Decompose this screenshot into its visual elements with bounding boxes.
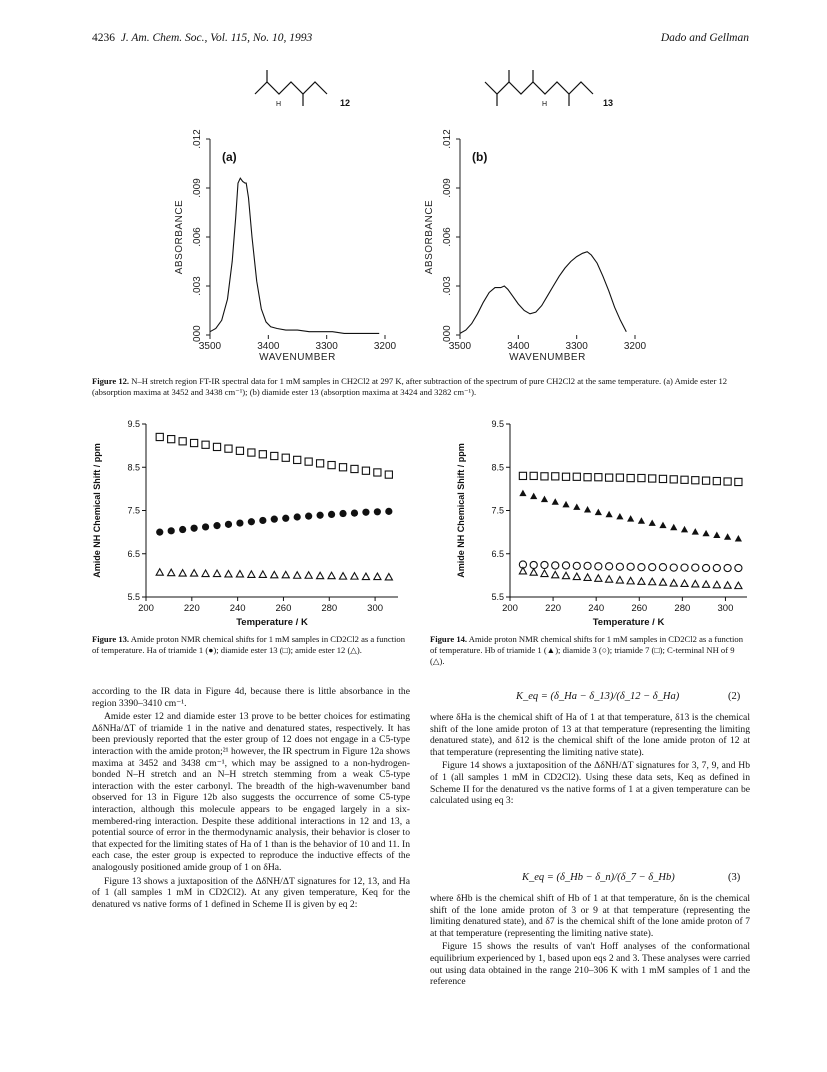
data-point-12 bbox=[236, 570, 243, 576]
y-tick-label: 6.5 bbox=[127, 548, 140, 559]
x-tick-label: 3300 bbox=[565, 341, 588, 352]
data-point-1 bbox=[305, 513, 312, 520]
data-point-7 bbox=[627, 474, 634, 481]
x-tick-label: 240 bbox=[229, 603, 246, 614]
data-point-1 bbox=[649, 519, 656, 525]
data-point-7 bbox=[670, 476, 677, 483]
x-axis-label: Temperature / K bbox=[236, 617, 308, 628]
data-point-13 bbox=[156, 433, 163, 440]
data-point-1 bbox=[627, 515, 634, 521]
y-tick-label: .003 bbox=[442, 276, 453, 296]
paragraph: Amide ester 12 and diamide ester 13 prove to be better choices for estimating ΔδNHa/ΔT of triamide 1 in the native and denatured states, respectively. It has been previously reported that the ester group of 12 does not engage in a C5-type interaction with the amide proton;²¹ however, the IR spectrum in Figure 12a shows maxima at 3452 and 3438 cm⁻¹, which may be assigned to a non-hydrogen-bonded N–H stretch and an N–H stretch stemming from a weak C5-type interaction with the ester carbonyl. The breadth of the high-wavenumber band observed for 13 in Figure 12b also suggests the occurrence of some C5-type interaction, although this molecule appears to be engaged largely in a six-membered-ring interaction. Despite these additional interactions in 12 and 13, a potential source of error in the thermodynamic analysis, their behavior is closer to that expected for the limiting states of Ha of 1 than is the behavior of 10 and 11. In each case, the ester group is expected to reproduce the inductive effects of the analogously positioned amide group of 1 on δHa. bbox=[92, 711, 410, 873]
data-point-13 bbox=[236, 447, 243, 454]
data-point-13 bbox=[213, 443, 220, 450]
data-point-1 bbox=[328, 511, 335, 518]
data-point-3 bbox=[530, 561, 537, 568]
y-tick-label: 6.5 bbox=[491, 548, 504, 559]
data-point-12 bbox=[202, 570, 209, 576]
panel-label: (a) bbox=[222, 150, 237, 164]
data-point-9 bbox=[681, 580, 688, 586]
y-tick-label: 8.5 bbox=[127, 462, 140, 473]
data-point-7 bbox=[638, 474, 645, 481]
data-point-13 bbox=[317, 460, 324, 467]
data-point-1 bbox=[179, 526, 186, 533]
data-point-13 bbox=[259, 451, 266, 458]
data-point-1 bbox=[616, 513, 623, 519]
data-point-1 bbox=[541, 496, 548, 502]
spectrum-line-12 bbox=[210, 178, 379, 333]
data-point-1 bbox=[236, 519, 243, 526]
data-point-9 bbox=[670, 580, 677, 586]
paragraph: Figure 13 shows a juxtaposition of the ΔδNH/ΔT signatures for 12, 13, and Ha of 1 (all samples 1 mM in CD2Cl2). At any given temperature, Keq for the denatured vs native forms of 1 defined in Scheme II is given by eq 2: bbox=[92, 875, 410, 910]
data-point-1 bbox=[271, 516, 278, 523]
structure-bonds bbox=[485, 82, 593, 94]
data-point-7 bbox=[713, 477, 720, 484]
data-point-9 bbox=[649, 578, 656, 584]
data-point-3 bbox=[552, 562, 559, 569]
data-point-3 bbox=[627, 563, 634, 570]
x-axis-label: Temperature / K bbox=[592, 617, 665, 628]
data-point-12 bbox=[248, 571, 255, 577]
data-point-1 bbox=[248, 518, 255, 525]
data-point-12 bbox=[191, 570, 198, 576]
x-tick-label: 260 bbox=[275, 603, 292, 614]
data-point-3 bbox=[735, 564, 742, 571]
equation-3: K_eq = (δ_Hb − δ_n)/(δ_7 − δ_Hb) bbox=[522, 872, 675, 883]
data-point-7 bbox=[552, 473, 559, 480]
data-point-1 bbox=[670, 524, 677, 530]
y-axis-label: ABSORBANCE bbox=[424, 199, 435, 275]
figure-13-label: Figure 13. bbox=[92, 634, 130, 644]
data-point-13 bbox=[282, 454, 289, 461]
data-point-13 bbox=[225, 445, 232, 452]
y-tick-label: 8.5 bbox=[491, 462, 504, 473]
data-point-1 bbox=[713, 532, 720, 538]
y-tick-label: .012 bbox=[192, 129, 203, 149]
data-point-13 bbox=[305, 458, 312, 465]
figure-14-label: Figure 14. bbox=[430, 634, 468, 644]
data-point-7 bbox=[724, 478, 731, 485]
figure-12-caption bbox=[92, 376, 750, 398]
data-point-9 bbox=[659, 579, 666, 585]
data-point-7 bbox=[595, 474, 602, 481]
data-point-9 bbox=[595, 575, 602, 581]
data-point-12 bbox=[168, 569, 175, 575]
paragraph: Figure 14 shows a juxtaposition of the ΔδNH/ΔT signatures for 3, 7, 9, and Hb of 1 (all samples 1 mM in CD2Cl2). Using these data sets, Keq as defined in Scheme II for the denatured vs the native forms of 1 at a given temperature can be calculated using eq 3: bbox=[430, 760, 750, 807]
atom-h-label: H bbox=[276, 101, 282, 108]
y-tick-label: 7.5 bbox=[491, 505, 504, 516]
data-point-3 bbox=[713, 564, 720, 571]
y-tick-label: .006 bbox=[442, 227, 453, 247]
data-point-12 bbox=[271, 571, 278, 577]
data-point-3 bbox=[692, 564, 699, 571]
data-point-1 bbox=[638, 517, 645, 523]
y-tick-label: 5.5 bbox=[491, 592, 504, 602]
y-tick-label: 5.5 bbox=[127, 592, 140, 602]
data-point-12 bbox=[259, 571, 266, 577]
x-tick-label: 280 bbox=[321, 603, 338, 614]
y-tick-label: .012 bbox=[442, 129, 453, 149]
data-point-1 bbox=[225, 521, 232, 528]
data-point-7 bbox=[702, 477, 709, 484]
data-point-1 bbox=[317, 512, 324, 519]
data-point-1 bbox=[692, 528, 699, 534]
equation-3-number: (3) bbox=[728, 872, 741, 883]
figure-12-label: Figure 12. bbox=[92, 376, 130, 386]
data-point-12 bbox=[374, 573, 381, 579]
x-tick-label: 240 bbox=[588, 603, 605, 614]
paragraph: Figure 15 shows the results of van't Hoff analyses of the conformational equilibrium experienced by 1, based upon eqs 2 and 3. These analyses were carried out using data obtained in the range 210–306 K with 1 mM samples of 1 and the reference bbox=[430, 941, 750, 988]
data-point-9 bbox=[638, 578, 645, 584]
x-tick-label: 300 bbox=[717, 603, 734, 614]
data-point-13 bbox=[202, 441, 209, 448]
data-point-1 bbox=[724, 533, 731, 539]
data-point-1 bbox=[562, 501, 569, 507]
x-axis-label: WAVENUMBER bbox=[259, 352, 336, 363]
data-point-9 bbox=[702, 581, 709, 587]
data-point-9 bbox=[606, 576, 613, 582]
data-point-1 bbox=[351, 509, 358, 516]
data-point-7 bbox=[681, 476, 688, 483]
data-point-3 bbox=[616, 563, 623, 570]
data-point-12 bbox=[179, 570, 186, 576]
data-point-12 bbox=[317, 572, 324, 578]
structure-bonds bbox=[255, 82, 327, 94]
data-point-1 bbox=[213, 522, 220, 529]
data-point-7 bbox=[573, 473, 580, 480]
data-point-1 bbox=[659, 522, 666, 528]
y-axis-label: ABSORBANCE bbox=[174, 199, 185, 275]
data-point-13 bbox=[328, 461, 335, 468]
y-tick-label: .009 bbox=[192, 178, 203, 198]
x-tick-label: 300 bbox=[367, 603, 384, 614]
figure-13-caption bbox=[92, 634, 410, 656]
x-axis-label: WAVENUMBER bbox=[509, 352, 586, 363]
data-point-1 bbox=[374, 508, 381, 515]
data-point-1 bbox=[385, 508, 392, 515]
y-tick-label: .006 bbox=[192, 227, 203, 247]
panel-label: (b) bbox=[472, 150, 488, 164]
data-point-12 bbox=[362, 573, 369, 579]
data-point-3 bbox=[670, 564, 677, 571]
x-tick-label: 220 bbox=[183, 603, 200, 614]
x-tick-label: 3300 bbox=[315, 341, 338, 352]
x-tick-label: 3400 bbox=[507, 341, 530, 352]
data-point-3 bbox=[562, 562, 569, 569]
data-point-3 bbox=[681, 564, 688, 571]
data-point-13 bbox=[191, 439, 198, 446]
data-point-12 bbox=[225, 570, 232, 576]
equation-2: K_eq = (δ_Ha − δ_13)/(δ_12 − δ_Ha) bbox=[516, 691, 680, 702]
data-point-7 bbox=[616, 474, 623, 481]
data-point-7 bbox=[562, 473, 569, 480]
data-point-1 bbox=[702, 530, 709, 536]
data-point-7 bbox=[659, 475, 666, 482]
data-point-1 bbox=[191, 525, 198, 532]
y-tick-label: 7.5 bbox=[127, 505, 140, 516]
y-tick-label: .000 bbox=[192, 325, 203, 345]
data-point-7 bbox=[606, 474, 613, 481]
page-number: 4236 bbox=[92, 32, 115, 44]
data-point-7 bbox=[649, 475, 656, 482]
figure-14-nmr-plot bbox=[452, 414, 757, 632]
data-point-7 bbox=[541, 473, 548, 480]
figure-14-caption bbox=[430, 634, 750, 667]
data-point-12 bbox=[328, 572, 335, 578]
equation-2-number: (2) bbox=[728, 691, 741, 702]
y-tick-label: .003 bbox=[192, 276, 203, 296]
data-point-9 bbox=[562, 572, 569, 578]
x-tick-label: 3500 bbox=[198, 341, 222, 352]
data-point-3 bbox=[659, 564, 666, 571]
data-point-1 bbox=[168, 527, 175, 534]
data-point-9 bbox=[735, 582, 742, 588]
data-point-13 bbox=[362, 467, 369, 474]
running-head-authors: Dado and Gellman bbox=[660, 32, 749, 44]
paragraph: where δHb is the chemical shift of Hb of 1 at that temperature, δn is the chemical shift of the lone amide proton of 3 or 9 at that temperature (representing the limiting denatured state), and δ7 is the chemical shift of the lone amide proton of 7 at that temperature (representing the limiting native state). bbox=[430, 893, 750, 939]
x-tick-label: 220 bbox=[545, 603, 562, 614]
data-point-12 bbox=[385, 574, 392, 580]
figure-14-caption-text: Amide proton NMR chemical shifts for 1 mM samples in CD2Cl2 as a function of temperature. Hb of triamide 1 (▲); diamide 3 (○); triamide 7 (□); C-terminal NH of 9 (△). bbox=[430, 634, 744, 666]
figure-13-nmr-plot bbox=[88, 414, 408, 632]
data-point-13 bbox=[294, 456, 301, 463]
data-point-7 bbox=[735, 478, 742, 485]
data-point-1 bbox=[294, 513, 301, 520]
y-tick-label: .000 bbox=[442, 325, 453, 345]
data-point-9 bbox=[530, 569, 537, 575]
data-point-3 bbox=[541, 561, 548, 568]
data-point-1 bbox=[530, 493, 537, 499]
x-tick-label: 260 bbox=[631, 603, 648, 614]
data-point-9 bbox=[552, 571, 559, 577]
data-point-12 bbox=[305, 572, 312, 578]
figure-13-caption-text: Amide proton NMR chemical shifts for 1 mM samples in CD2Cl2 as a function of temperature. Ha of triamide 1 (●); diamide ester 13 (□); amide ester 12 (△). bbox=[92, 634, 406, 655]
left-text-column bbox=[92, 686, 410, 912]
y-axis-label: Amide NH Chemical Shift / ppm bbox=[456, 443, 466, 578]
data-point-1 bbox=[202, 523, 209, 530]
data-point-9 bbox=[541, 570, 548, 576]
data-point-9 bbox=[584, 574, 591, 580]
data-point-13 bbox=[374, 469, 381, 476]
data-point-9 bbox=[519, 567, 526, 573]
paragraph: according to the IR data in Figure 4d, because there is little absorbance in the region 3390–3410 cm⁻¹. bbox=[92, 686, 410, 709]
figure-12-caption-text: N–H stretch region FT-IR spectral data for 1 mM samples in CH2Cl2 at 297 K, after subtraction of the spectrum of pure CH2Cl2 at the same temperature. (a) Amide ester 12 (absorption maxima at 3452 and 3438 cm⁻¹); (b) diamide ester 13 (absorption maxima at 3424 and 3282 cm⁻¹). bbox=[92, 376, 728, 397]
data-point-9 bbox=[724, 582, 731, 588]
data-point-1 bbox=[519, 490, 526, 496]
data-point-1 bbox=[362, 509, 369, 516]
data-point-12 bbox=[282, 571, 289, 577]
y-tick-label: .009 bbox=[442, 178, 453, 198]
data-point-3 bbox=[595, 563, 602, 570]
x-tick-label: 280 bbox=[674, 603, 691, 614]
data-point-13 bbox=[168, 436, 175, 443]
x-tick-label: 200 bbox=[502, 603, 518, 614]
data-point-3 bbox=[584, 562, 591, 569]
data-point-9 bbox=[616, 577, 623, 583]
data-point-1 bbox=[573, 503, 580, 509]
data-point-1 bbox=[259, 517, 266, 524]
data-point-12 bbox=[339, 573, 346, 579]
paragraph: where δHa is the chemical shift of Ha of 1 at that temperature, δ13 is the chemical shift of the lone amide proton of 13 at that temperature (representing the limiting denatured state), and δ12 is the chemical shift of the lone amide proton of 12 at that temperature (representing the limiting native state). bbox=[430, 712, 750, 758]
y-axis-label: Amide NH Chemical Shift / ppm bbox=[92, 443, 102, 578]
data-point-1 bbox=[339, 510, 346, 517]
data-point-9 bbox=[573, 573, 580, 579]
data-point-3 bbox=[638, 564, 645, 571]
x-tick-label: 3200 bbox=[623, 341, 647, 352]
data-point-13 bbox=[248, 449, 255, 456]
x-tick-label: 3500 bbox=[448, 341, 472, 352]
x-tick-label: 3200 bbox=[373, 341, 397, 352]
data-point-1 bbox=[156, 529, 163, 536]
data-point-3 bbox=[649, 564, 656, 571]
y-tick-label: 9.5 bbox=[491, 419, 504, 429]
data-point-7 bbox=[530, 472, 537, 479]
data-point-12 bbox=[213, 570, 220, 576]
data-point-1 bbox=[282, 515, 289, 522]
data-point-3 bbox=[724, 564, 731, 571]
data-point-1 bbox=[552, 498, 559, 504]
data-point-9 bbox=[713, 581, 720, 587]
data-point-1 bbox=[681, 526, 688, 532]
data-point-7 bbox=[692, 477, 699, 484]
right-column-block-2 bbox=[430, 893, 750, 990]
compound-number: 12 bbox=[340, 98, 351, 108]
data-point-9 bbox=[627, 577, 634, 583]
data-point-12 bbox=[294, 572, 301, 578]
page-header-left bbox=[92, 32, 312, 44]
data-point-1 bbox=[595, 509, 602, 515]
right-column-block-1 bbox=[430, 712, 750, 809]
journal-citation: J. Am. Chem. Soc., Vol. 115, No. 10, 1993 bbox=[120, 32, 313, 44]
data-point-13 bbox=[179, 438, 186, 445]
data-point-3 bbox=[606, 563, 613, 570]
data-point-1 bbox=[584, 506, 591, 512]
data-point-1 bbox=[606, 511, 613, 517]
y-tick-label: 9.5 bbox=[127, 419, 140, 429]
data-point-1 bbox=[735, 535, 742, 541]
data-point-13 bbox=[385, 471, 392, 478]
data-point-3 bbox=[573, 562, 580, 569]
atom-h-label: H bbox=[542, 101, 548, 108]
data-point-3 bbox=[702, 564, 709, 571]
data-point-7 bbox=[519, 472, 526, 479]
data-point-13 bbox=[271, 452, 278, 459]
figure-12-ir-spectra bbox=[160, 52, 670, 374]
data-point-13 bbox=[351, 465, 358, 472]
data-point-13 bbox=[339, 464, 346, 471]
data-point-7 bbox=[584, 474, 591, 481]
spectrum-line-13 bbox=[460, 252, 626, 334]
data-point-12 bbox=[351, 573, 358, 579]
data-point-9 bbox=[692, 580, 699, 586]
x-tick-label: 3400 bbox=[257, 341, 280, 352]
compound-number: 13 bbox=[603, 98, 614, 108]
data-point-12 bbox=[156, 569, 163, 575]
x-tick-label: 200 bbox=[138, 603, 154, 614]
